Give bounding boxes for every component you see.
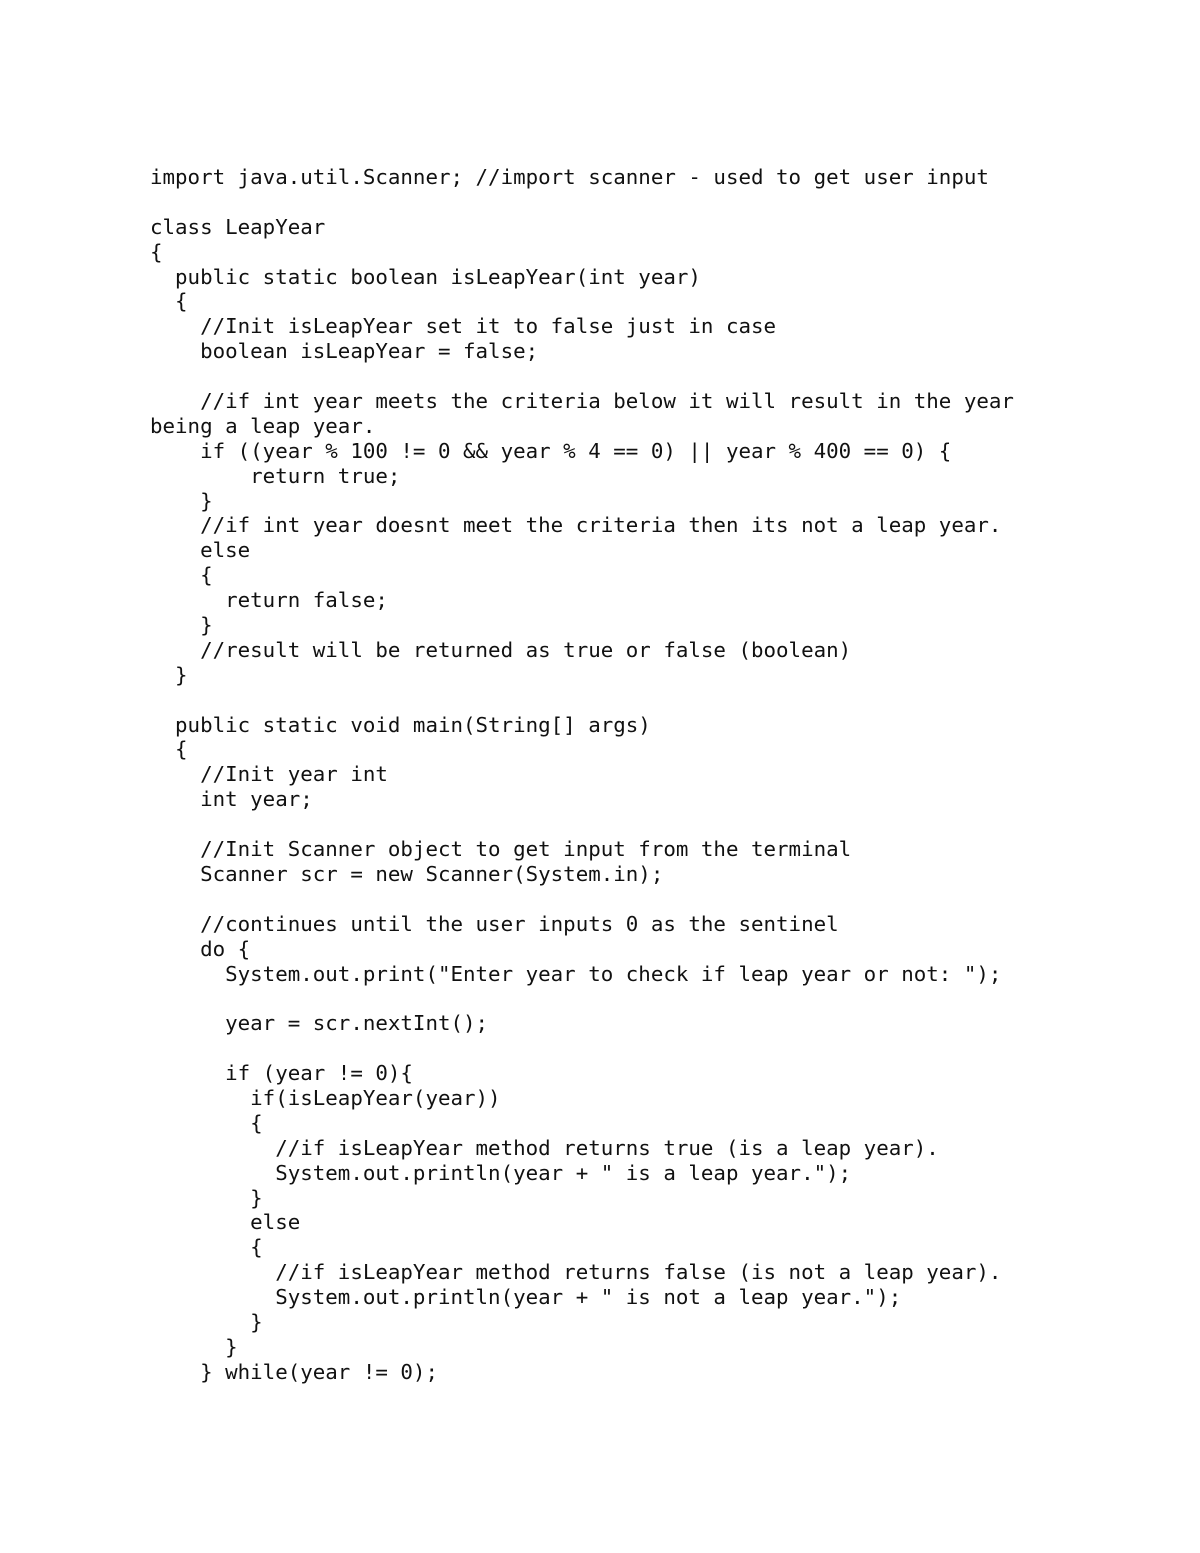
code-line: boolean isLeapYear = false; bbox=[150, 339, 539, 364]
code-line: being a leap year. bbox=[150, 413, 376, 438]
code-line: return false; bbox=[150, 588, 388, 613]
code-line: Scanner scr = new Scanner(System.in); bbox=[150, 861, 664, 886]
code-line: //result will be returned as true or false (boolean) bbox=[150, 637, 852, 662]
code-line: public static void main(String[] args) bbox=[150, 712, 651, 737]
code-line: //Init year int bbox=[150, 762, 388, 787]
code-line: } bbox=[150, 662, 188, 687]
code-line bbox=[150, 190, 1160, 215]
code-line: //if isLeapYear method returns false (is not a leap year). bbox=[150, 1260, 1002, 1285]
code-line bbox=[150, 986, 1160, 1011]
code-line: System.out.println(year + " is not a leap year."); bbox=[150, 1285, 902, 1310]
code-line: } bbox=[150, 1334, 238, 1359]
code-line bbox=[150, 887, 1160, 912]
code-line: //if int year doesnt meet the criteria then its not a leap year. bbox=[150, 513, 1002, 538]
code-line: { bbox=[150, 1110, 263, 1135]
code-line: { bbox=[150, 737, 188, 762]
code-line bbox=[150, 364, 1160, 389]
code-line: class LeapYear bbox=[150, 214, 326, 239]
code-line bbox=[150, 812, 1160, 837]
code-line: //if isLeapYear method returns true (is a leap year). bbox=[150, 1135, 939, 1160]
code-line: } while(year != 0); bbox=[150, 1359, 438, 1384]
code-line: } bbox=[150, 488, 213, 513]
code-line: } bbox=[150, 1185, 263, 1210]
code-line: System.out.print("Enter year to check if leap year or not: "); bbox=[150, 961, 1002, 986]
code-line: else bbox=[150, 538, 251, 563]
code-line: { bbox=[150, 239, 163, 264]
code-line: if(isLeapYear(year)) bbox=[150, 1085, 501, 1110]
code-line: { bbox=[150, 563, 213, 588]
code-line: { bbox=[150, 1235, 263, 1260]
code-line: import java.util.Scanner; //import scanner - used to get user input bbox=[150, 165, 989, 189]
code-line: //Init isLeapYear set it to false just in case bbox=[150, 314, 777, 339]
code-line: return true; bbox=[150, 463, 401, 488]
code-line: public static boolean isLeapYear(int year) bbox=[150, 264, 701, 289]
code-line: //if int year meets the criteria below it will result in the year bbox=[150, 389, 1014, 414]
code-line: year = scr.nextInt(); bbox=[150, 1011, 489, 1036]
code-line bbox=[150, 688, 1160, 713]
code-line bbox=[150, 1036, 1160, 1061]
code-line: } bbox=[150, 613, 213, 638]
code-line: System.out.println(year + " is a leap year."); bbox=[150, 1160, 852, 1185]
code-line: do { bbox=[150, 936, 251, 961]
code-line: } bbox=[150, 1309, 263, 1334]
code-listing bbox=[150, 165, 1160, 1385]
code-line: int year; bbox=[150, 787, 313, 812]
code-line: else bbox=[150, 1210, 301, 1235]
code-line: if ((year % 100 != 0 && year % 4 == 0) || year % 400 == 0) { bbox=[150, 438, 952, 463]
code-line: if (year != 0){ bbox=[150, 1061, 413, 1086]
code-line: //continues until the user inputs 0 as the sentinel bbox=[150, 911, 839, 936]
code-line: { bbox=[150, 289, 188, 314]
code-line: //Init Scanner object to get input from the terminal bbox=[150, 837, 852, 862]
